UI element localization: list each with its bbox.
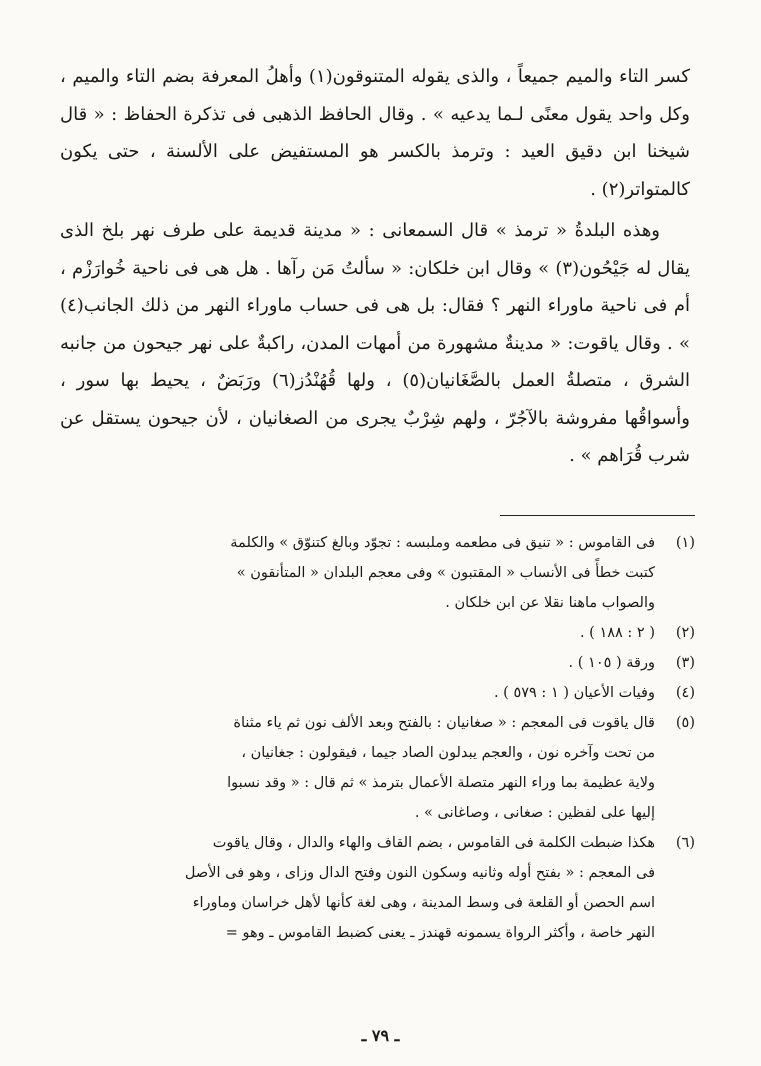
footnote-line: ورقة ( ١٠٥ ) .	[568, 655, 655, 671]
footnote-2	[70, 618, 695, 648]
footnote-line: النهر خاصة ، وأكثر الرواة يسمونه قهندز ـ يعنى كضبط القاموس ـ وهو =	[225, 925, 655, 941]
footnote-line: هكذا ضبطت الكلمة فى القاموس ، بضم القاف والهاء والدال ، وقال ياقوت	[212, 835, 655, 851]
footnote-number: (٢)	[675, 625, 695, 641]
footnote-number: (٦)	[675, 835, 695, 851]
footnote-body	[70, 828, 655, 948]
footnote-number: (٣)	[675, 655, 695, 671]
main-text	[60, 58, 690, 475]
footnotes	[70, 528, 695, 948]
footnote-body	[70, 528, 655, 618]
footnote-body	[70, 618, 655, 648]
footnote-1	[70, 528, 695, 618]
footnote-body	[70, 648, 655, 678]
footnote-3	[70, 648, 695, 678]
footnote-separator	[500, 515, 695, 516]
footnote-line: من تحت وآخره نون ، والعجم يبدلون الصاد جيما ، فيقولون : جغانيان ،	[241, 745, 655, 761]
footnote-line: اسم الحصن أو القلعة فى وسط المدينة ، وهى لغة كأنها لأهل خراسان وماوراء	[192, 895, 655, 911]
footnote-line: إليها على لفظين : صغانى ، وصاغانى » .	[414, 805, 655, 821]
footnote-line: كتبت خطأً فى الأنساب « المقتبون » وفى معجم البلدان « المتأنقون »	[236, 565, 655, 581]
footnote-line: قال ياقوت فى المعجم : « صغانيان : بالفتح وبعد الألف نون ثم ياء مثناة	[233, 715, 655, 731]
footnote-line: وفيات الأعيان ( ١ : ٥٧٩ ) .	[493, 685, 655, 701]
footnote-line: ( ٢ : ١٨٨ ) .	[579, 625, 655, 641]
footnote-body	[70, 708, 655, 828]
footnote-5	[70, 708, 695, 828]
footnote-4	[70, 678, 695, 708]
footnote-number: (٥)	[675, 715, 695, 731]
footnote-number: (٤)	[675, 685, 695, 701]
main-paragraph-1: كسر التاء والميم جميعاً ، والذى يقوله المتنوقون(١) وأهلُ المعرفة بضم التاء والميم ، وكل واحد يقول معنًى لـما يدعيه » . وقال الحافظ الذهبى فى تذكرة الحفاظ : « قال شيخنا ابن دقيق العيد : وترمذ بالكسر هو المستفيض على الألسنة ، حتى يكون كالمتواتر(٢) .	[60, 66, 691, 200]
page-number: ـ ٧٩ ـ	[361, 1026, 400, 1045]
main-paragraph-2: وهذه البلدةُ « ترمذ » قال السمعانى : « مدينة قديمة على طرف نهر بلخ الذى يقال له جَيْحُون(٣) » وقال ابن خلكان: « سألتُ مَن رآها . هل هى فى ناحية خُوارَزْم ، أم فى ناحية ماوراء النهر ؟ فقال: بل هى فى حساب ماوراء النهر من ذلك الجانب(٤) » . وقال ياقوت: « مدينةٌ مشهورة من أمهات المدن، راكبةٌ على نهر جيحون من جانبه الشرق ، متصلةُ العمل بالصَّغَانيان(٥) ، ولها قُهُنْدُز(٦) ورَبَضٌ ، يحيط بها سور ، وأسواقُها مفروشة بالآجُرّ ، ولهم شِرْبٌ يجرى من الصغانيان ، لأن جيحون يستقل عن شرب قُرَاهم » .	[60, 220, 691, 466]
footnote-line: ولاية عظيمة بما وراء النهر متصلة الأعمال بترمذ » ثم قال : « وقد نسبوا	[227, 775, 655, 791]
footnote-line: والصواب ماهنا نقلا عن ابن خلكان .	[445, 595, 655, 611]
footnote-number: (١)	[675, 535, 695, 551]
footnote-line: فى القاموس : « تنيق فى مطعمه وملبسه : تجوّد وبالغ كتنوّق » والكلمة	[230, 535, 655, 551]
footnote-6	[70, 828, 695, 948]
footnote-line: فى المعجم : « بفتح أوله وثانيه وسكون النون وفتح الدال وزاى ، وهو فى الأصل	[184, 865, 655, 881]
footnote-body	[70, 678, 655, 708]
